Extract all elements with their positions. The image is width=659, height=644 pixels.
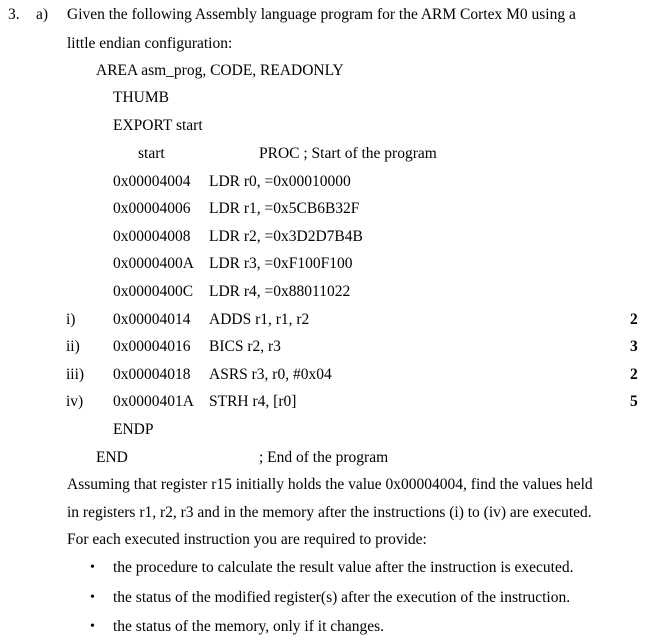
bullet-dot: •: [90, 560, 95, 575]
code-address: 0x0000400C: [113, 283, 194, 300]
code-address: 0x0000401A: [113, 393, 194, 410]
marks-value: 2: [630, 311, 638, 328]
closing-line1: Assuming that register r15 initially holds the value 0x00004004, find the values held: [67, 476, 593, 493]
code-instruction: ASRS r3, r0, #0x04: [209, 366, 332, 383]
program-export: EXPORT start: [113, 117, 203, 134]
code-instruction: BICS r2, r3: [209, 338, 281, 355]
program-endp: ENDP: [113, 421, 154, 438]
bullet-dot: •: [90, 590, 95, 605]
code-instruction: LDR r3, =0xF100F100: [209, 255, 353, 272]
sub-question-marker: iv): [66, 393, 84, 410]
program-area: AREA asm_prog, CODE, READONLY: [96, 62, 344, 79]
marks-value: 2: [630, 366, 638, 383]
program-end: END: [96, 449, 128, 466]
code-address: 0x00004008: [113, 228, 191, 245]
question-part: a): [36, 6, 49, 23]
code-address: 0x00004016: [113, 338, 191, 355]
bullet-dot: •: [90, 619, 95, 634]
question-intro-line2: little endian configuration:: [67, 35, 233, 52]
program-thumb: THUMB: [113, 89, 169, 106]
code-address: 0x00004006: [113, 200, 191, 217]
question-intro-line1: Given the following Assembly language program for the ARM Cortex M0 using a: [67, 6, 576, 23]
code-address: 0x0000400A: [113, 255, 194, 272]
bullet-item: the status of the memory, only if it changes.: [113, 618, 385, 635]
bullet-item: the procedure to calculate the result value after the instruction is executed.: [113, 559, 574, 576]
code-instruction: LDR r0, =0x00010000: [209, 173, 351, 190]
code-instruction: LDR r2, =0x3D2D7B4B: [209, 228, 363, 245]
code-address: 0x00004018: [113, 366, 191, 383]
closing-line3: For each executed instruction you are required to provide:: [67, 531, 427, 548]
program-proc-comment: PROC ; Start of the program: [259, 145, 437, 162]
sub-question-marker: i): [66, 311, 76, 328]
code-address: 0x00004014: [113, 311, 191, 328]
code-instruction: STRH r4, [r0]: [209, 393, 297, 410]
question-number: 3.: [8, 6, 20, 23]
code-instruction: LDR r1, =0x5CB6B32F: [209, 200, 360, 217]
marks-value: 3: [630, 338, 638, 355]
code-address: 0x00004004: [113, 173, 191, 190]
bullet-item: the status of the modified register(s) after the execution of the instruction.: [113, 589, 571, 606]
code-instruction: LDR r4, =0x88011022: [209, 283, 351, 300]
sub-question-marker: ii): [66, 338, 80, 355]
code-instruction: ADDS r1, r1, r2: [209, 311, 310, 328]
program-start-label: start: [138, 145, 165, 162]
closing-line2: in registers r1, r2, r3 and in the memory after the instructions (i) to (iv) are executed.: [67, 504, 592, 521]
marks-value: 5: [630, 393, 638, 410]
program-end-comment: ; End of the program: [259, 449, 389, 466]
sub-question-marker: iii): [66, 366, 85, 383]
